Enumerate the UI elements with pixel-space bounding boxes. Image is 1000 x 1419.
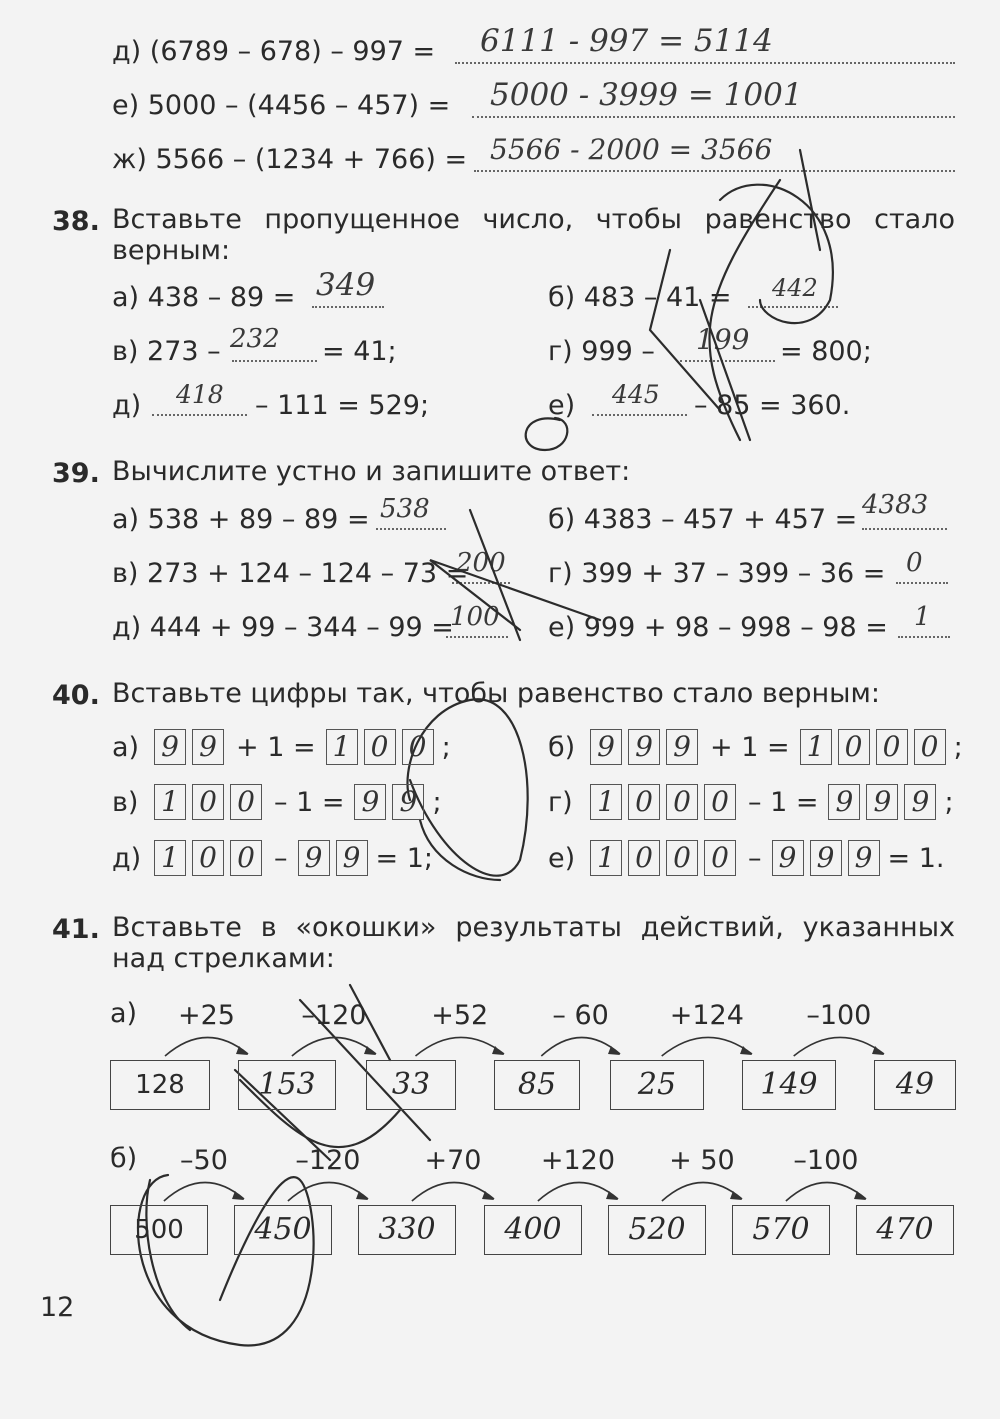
arrow-head: [606, 1191, 618, 1200]
end-text: ;: [944, 787, 954, 818]
operation-label: + 50: [669, 1145, 735, 1176]
digit-box: 0: [230, 840, 262, 876]
digit-box: 0: [402, 729, 434, 765]
arrow: [412, 1182, 494, 1201]
operation-label: –100: [806, 1000, 872, 1031]
item-label: б): [548, 732, 576, 763]
result-box: 470: [856, 1205, 954, 1255]
digit-box: 9: [192, 729, 224, 765]
answer-line: [862, 528, 947, 530]
handwritten-answer: 418: [176, 380, 224, 409]
item: б) 483 – 41 =: [548, 282, 732, 313]
handwritten-answer: 0: [906, 548, 923, 578]
digit-box: 1: [326, 729, 358, 765]
digit-box: 1: [154, 840, 186, 876]
handwritten-answer: 5000 - 3999 = 1001: [490, 77, 803, 113]
digit-box: 0: [628, 840, 660, 876]
arrow: [538, 1182, 618, 1201]
item: = 41;: [322, 336, 397, 367]
item: е) 999 + 98 – 998 – 98 =: [548, 612, 888, 643]
digit-box: 1: [154, 784, 186, 820]
handwritten-answer: 5566 - 2000 = 3566: [490, 133, 773, 166]
answer-line: [474, 170, 955, 172]
digit-box: 1: [590, 840, 622, 876]
operator: – 1 =: [274, 787, 345, 818]
arrow-head: [232, 1191, 244, 1200]
arrow-head: [482, 1191, 494, 1200]
digit-box: 1: [590, 784, 622, 820]
digit-box: 9: [392, 784, 424, 820]
operator: + 1 =: [236, 732, 316, 763]
arrow: [165, 1037, 248, 1056]
arrow: [662, 1037, 752, 1056]
arrow-head: [854, 1191, 866, 1200]
digit-box: 9: [298, 840, 330, 876]
item: а) 538 + 89 – 89 =: [112, 504, 370, 535]
exercise-number: 38.: [52, 206, 100, 237]
digit-box: 9: [154, 729, 186, 765]
operator: + 1 =: [710, 732, 790, 763]
exercise-title: Вставьте в «окошки» результаты действий, указанных: [112, 912, 955, 943]
end-text: = 1.: [887, 843, 945, 874]
answer-line: [455, 62, 955, 64]
digit-box: 0: [192, 784, 224, 820]
digit-box: 0: [230, 784, 262, 820]
operation-label: +124: [669, 1000, 744, 1031]
exercise-title: верным:: [112, 235, 231, 266]
answer-line: [232, 360, 317, 362]
end-text: ;: [432, 787, 442, 818]
digit-box: 0: [666, 840, 698, 876]
item: – 111 = 529;: [255, 390, 430, 421]
answer-line: [452, 582, 510, 584]
handwritten-answer: 232: [230, 324, 280, 354]
exercise-title: над стрелками:: [112, 943, 335, 974]
line-e: е) 5000 – (4456 – 457) =: [112, 90, 451, 121]
end-text: ;: [441, 732, 451, 763]
result-box: 149: [742, 1060, 836, 1110]
arrow-head: [872, 1046, 884, 1055]
digit-box: 9: [590, 729, 622, 765]
digit-box: 0: [704, 840, 736, 876]
item-label: е): [548, 843, 576, 874]
arrow-head: [730, 1191, 742, 1200]
operation-label: –100: [793, 1145, 859, 1176]
result-box: 520: [608, 1205, 706, 1255]
item: е): [548, 390, 576, 421]
operator: – 1 =: [748, 787, 819, 818]
result-box: 33: [366, 1060, 456, 1110]
arrow: [786, 1182, 866, 1201]
result-box: 330: [358, 1205, 456, 1255]
item-label: в): [112, 787, 139, 818]
operator: –: [748, 843, 762, 874]
item-label: а): [112, 732, 140, 763]
result-box: 570: [732, 1205, 830, 1255]
digit-box: 9: [904, 784, 936, 820]
item: д) 444 + 99 – 344 – 99 =: [112, 612, 454, 643]
end-text: = 1;: [375, 843, 433, 874]
arrow: [164, 1182, 244, 1201]
digit-box: 9: [336, 840, 368, 876]
result-box: 153: [238, 1060, 336, 1110]
digit-box: 1: [800, 729, 832, 765]
digit-box: 0: [666, 784, 698, 820]
arrow: [662, 1182, 742, 1201]
item: = 800;: [780, 336, 872, 367]
handwritten-answer: 4383: [862, 490, 929, 520]
handwritten-answer: 199: [696, 323, 750, 356]
item: в) 273 –: [112, 336, 221, 367]
handwritten-answer: 442: [772, 274, 818, 302]
handwritten-answer: 538: [380, 494, 430, 524]
operation-label: – 60: [552, 1000, 609, 1031]
answer-line: [152, 414, 247, 416]
exercise-title: Вставьте пропущенное число, чтобы равенство стало: [112, 204, 955, 235]
answer-line: [376, 528, 446, 530]
answer-line: [592, 414, 687, 416]
digit-box: 0: [704, 784, 736, 820]
arrow-head: [236, 1046, 248, 1055]
operation-label: –120: [301, 1000, 367, 1031]
answer-line: [680, 360, 775, 362]
operation-label: +70: [424, 1145, 482, 1176]
answer-line: [896, 582, 948, 584]
digit-box: 0: [838, 729, 870, 765]
arrow-head: [356, 1191, 368, 1200]
digit-box: 0: [364, 729, 396, 765]
result-box: 450: [234, 1205, 332, 1255]
item: б) 4383 – 457 + 457 =: [548, 504, 858, 535]
digit-box: 9: [828, 784, 860, 820]
result-box: 25: [610, 1060, 704, 1110]
digit-box: 0: [876, 729, 908, 765]
arrow: [794, 1037, 884, 1056]
operator: –: [274, 843, 288, 874]
answer-line: [312, 306, 384, 308]
result-box: 400: [484, 1205, 582, 1255]
arrow-head: [608, 1046, 620, 1055]
operation-label: +52: [431, 1000, 489, 1031]
operation-label: –50: [180, 1145, 228, 1176]
answer-line: [898, 636, 950, 638]
answer-line: [472, 116, 955, 118]
arrow: [288, 1182, 368, 1201]
arrow-head: [364, 1046, 376, 1055]
operation-label: +120: [540, 1145, 616, 1176]
digit-box: 0: [628, 784, 660, 820]
line-zh: ж) 5566 – (1234 + 766) =: [112, 144, 468, 175]
item: г) 399 + 37 – 399 – 36 =: [548, 558, 886, 589]
exercise-number: 41.: [52, 914, 100, 945]
result-box: 128: [110, 1060, 210, 1110]
exercise-number: 39.: [52, 458, 100, 489]
handwritten-answer: 349: [316, 267, 376, 303]
item: а) 438 – 89 =: [112, 282, 296, 313]
digit-box: 9: [810, 840, 842, 876]
arrow: [292, 1037, 376, 1056]
page-number: 12: [40, 1292, 75, 1323]
arrow-head: [740, 1046, 752, 1055]
handwritten-answer: 200: [456, 548, 506, 578]
exercise-title: Вычислите устно и запишите ответ:: [112, 456, 631, 487]
result-box: 500: [110, 1205, 208, 1255]
item: в) 273 + 124 – 124 – 73 =: [112, 558, 469, 589]
item: д): [112, 390, 142, 421]
digit-box: 9: [866, 784, 898, 820]
arrow: [416, 1037, 505, 1056]
answer-line: [446, 636, 508, 638]
digit-box: 9: [848, 840, 880, 876]
operation-label: –120: [295, 1145, 361, 1176]
digit-box: 9: [354, 784, 386, 820]
handwritten-answer: 100: [450, 602, 500, 632]
chain-label: б): [110, 1143, 138, 1174]
digit-box: 9: [628, 729, 660, 765]
result-box: 49: [874, 1060, 956, 1110]
exercise-title: Вставьте цифры так, чтобы равенство стало верным:: [112, 678, 880, 709]
chain-label: а): [110, 998, 138, 1029]
arrow: [541, 1037, 620, 1056]
end-text: ;: [953, 732, 963, 763]
digit-box: 0: [192, 840, 224, 876]
handwritten-answer: 6111 - 997 = 5114: [480, 23, 773, 59]
digit-box: 9: [772, 840, 804, 876]
exercise-number: 40.: [52, 680, 100, 711]
operation-label: +25: [178, 1000, 235, 1031]
handwritten-answer: 1: [914, 602, 931, 632]
line-d: д) (6789 – 678) – 997 =: [112, 36, 436, 67]
item-label: д): [112, 843, 142, 874]
digit-box: 0: [914, 729, 946, 765]
item-label: г): [548, 787, 573, 818]
item: – 85 = 360.: [694, 390, 851, 421]
result-box: 85: [494, 1060, 580, 1110]
answer-line: [748, 306, 838, 308]
digit-box: 9: [666, 729, 698, 765]
arrow-head: [492, 1046, 504, 1055]
item: г) 999 –: [548, 336, 655, 367]
handwritten-answer: 445: [612, 380, 660, 409]
